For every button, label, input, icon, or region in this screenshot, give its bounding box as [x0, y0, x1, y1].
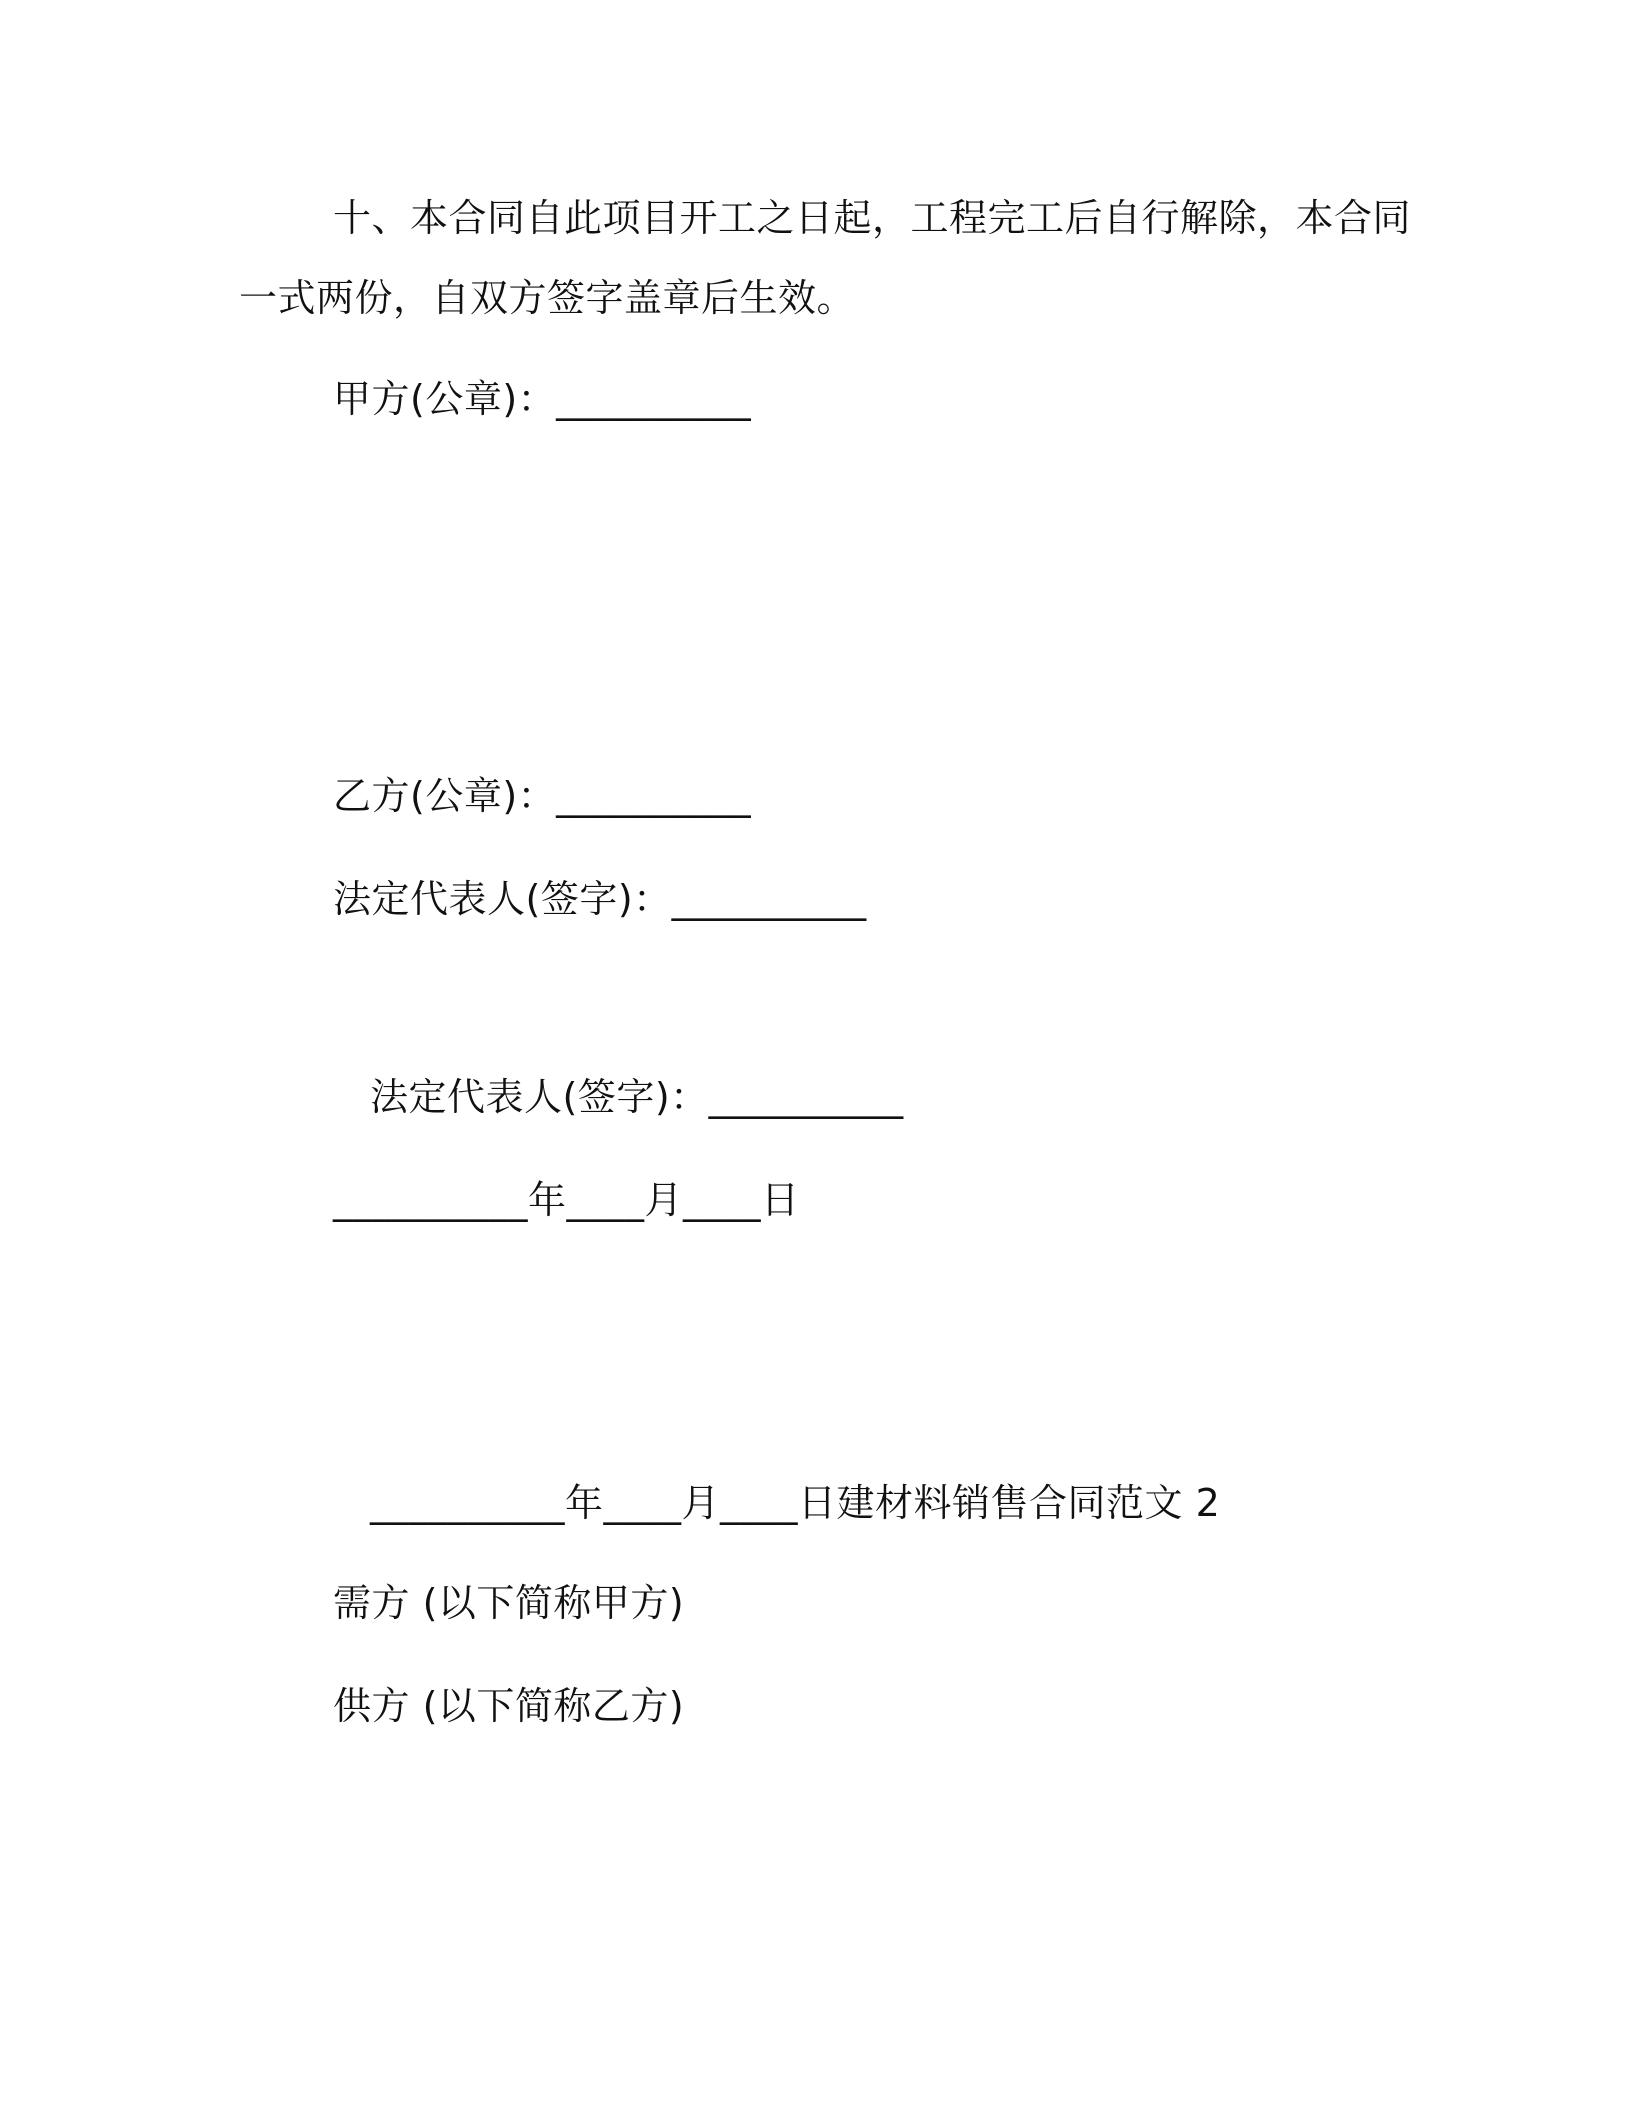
legal-representative-line-2: 法定代表人(签字)：__________ — [370, 1075, 904, 1119]
date-line-1: __________年____月____日 — [333, 1178, 800, 1222]
party-b-seal-line: 乙方(公章)：__________ — [333, 774, 752, 818]
supplier-line: 供方 (以下简称乙方) — [333, 1684, 685, 1728]
clause-ten-line-2: 一式两份，自双方签字盖章后生效。 — [239, 276, 856, 320]
party-a-seal-line: 甲方(公章)：__________ — [333, 377, 752, 421]
buyer-line: 需方 (以下简称甲方) — [333, 1581, 685, 1625]
legal-representative-line-1: 法定代表人(签字)：__________ — [333, 877, 867, 921]
date-and-title-line-2: __________年____月____日建材料销售合同范文 2 — [370, 1481, 1221, 1525]
clause-ten-line-1: 十、本合同自此项目开工之日起，工程完工后自行解除，本合同 — [333, 196, 1412, 240]
